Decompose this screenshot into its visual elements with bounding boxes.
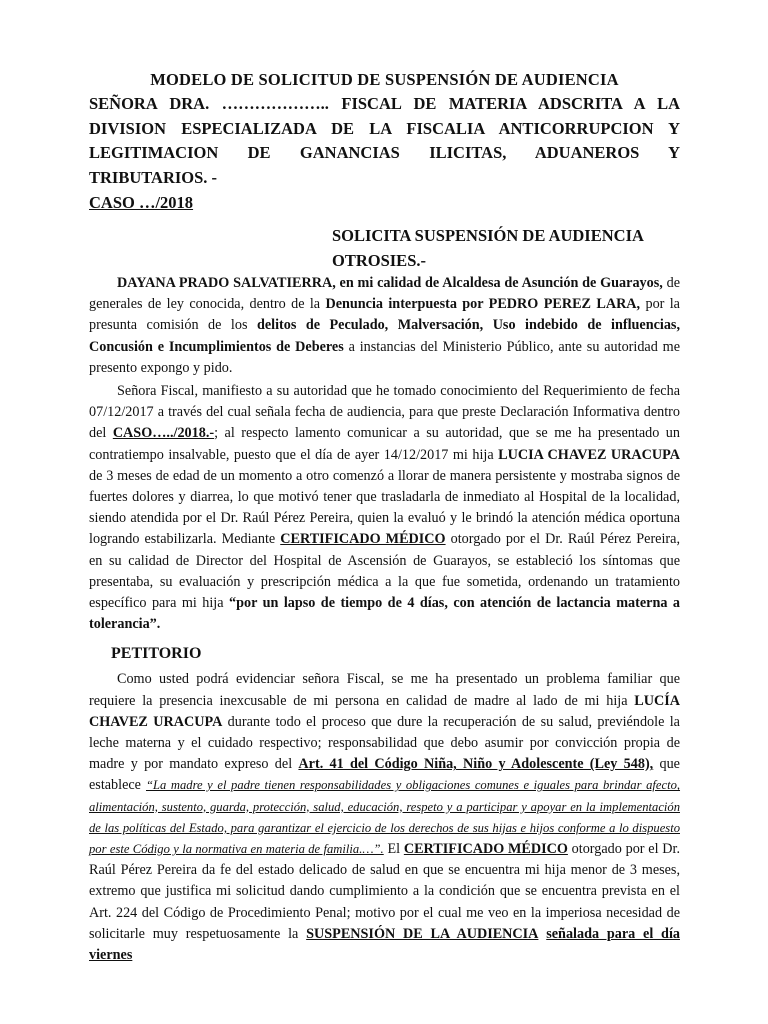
medical-certificate: CERTIFICADO MÉDICO <box>403 841 568 858</box>
daughter-name: LUCIA CHAVEZ URACUPA <box>498 446 681 463</box>
text-run: Señora Fiscal, manifiesto a su autoridad que he tomado conocimiento del Requerimiento de fecha 07/12/2017 a través del cual señala fecha de audiencia, para que preste Declaración Informativa dentro del <box>89 383 680 442</box>
text-run: otorgado por el Dr. Raúl Pérez Pereira da fe del estado delicado de salud en que se encuentra mi hija menor de 3 meses, extremo que justifica mi solicitud dando cumplimiento a la condición que se encuentra prevista en el Art. 224 del Código de Procedimiento Penal; motivo por el cual me veo en la imperiosa necesidad de solicitarle muy respetuosamente la <box>89 841 681 942</box>
hearing-date-phrase: señalada para el día viernes <box>89 925 680 964</box>
text-run: ; al respecto lamento comunicar a su autoridad, que se me ha presentado un contratiempo insalvable, puesto que el día de ayer 14/12/2017 mi hija <box>89 425 680 463</box>
text-run: durante todo el proceso que dure la recuperación de su salud, previéndole la leche materna y el cuidado respectivo; responsabilidad que debo asumir por convicción propia de madre y por mandato expreso del <box>89 713 680 773</box>
addressee-line-2: DIVISION ESPECIALIZADA DE LA FISCALIA ANTICORRUPCION Y <box>89 118 680 138</box>
text-run: por la presunta comisión de los <box>89 296 680 334</box>
paragraph-petition <box>89 669 680 966</box>
law-quote: “La madre y el padre tienen responsabilidades y obligaciones comunes e iguales para brindar afecto, alimentación, sustento, guarda, protección, salud, educación, respeto y a participar y apoyar en la implementación de las políticas del Estado, para garantizar el ejercicio de los derechos de sus hijas e hijos conforme a lo dispuesto por este Código y la normativa en materia de familia.…”. <box>89 778 681 857</box>
sumilla-line-1: SOLICITA SUSPENSIÓN DE AUDIENCIA <box>332 226 644 245</box>
text-run: Como usted podrá evidenciar señora Fiscal, se me ha presentado un problema familiar que requiere la presencia inexcusable de mi persona en calidad de madre al lado de mi hija <box>89 671 680 709</box>
text-run: de generales de ley conocida, dentro de la <box>89 275 680 313</box>
text-run: que establece <box>89 756 680 794</box>
case-reference: CASO…../2018.- <box>112 425 215 442</box>
addressee-line-3: LEGITIMACION DE GANANCIAS ILICITAS, ADUANEROS Y <box>89 143 680 162</box>
addressee-line-1: SEÑORA DRA. ……………….. FISCAL DE MATERIA ADSCRITA A LA <box>89 94 680 113</box>
suspension-request: SUSPENSIÓN DE LA AUDIENCIA <box>306 925 539 942</box>
addressee-line-4: TRIBUTARIOS. - <box>89 167 218 187</box>
sumilla-line-2: OTROSIES.- <box>332 250 426 270</box>
delitos-list: delitos de Peculado, Malversación, Uso indebido de influencias, Concusión e Incumplimientos de Deberes <box>89 317 680 355</box>
law-article-reference: Art. 41 del Código Niña, Niño y Adolescente (Ley 548), <box>298 756 654 773</box>
text-run: El <box>383 841 404 858</box>
text-run: a instancias del Ministerio Público, ante su autoridad me presento expongo y pido. <box>89 338 680 376</box>
paragraph-facts <box>89 381 680 635</box>
petitorio-heading: PETITORIO <box>111 645 202 663</box>
denuncia-reference: Denuncia interpuesta por PEDRO PEREZ LARA, <box>325 296 641 313</box>
paragraph-introduction <box>89 273 680 379</box>
document-title: MODELO DE SOLICITUD DE SUSPENSIÓN DE AUDIENCIA <box>150 70 619 89</box>
medical-certificate: CERTIFICADO MÉDICO <box>280 531 446 548</box>
document-page <box>89 68 680 966</box>
text-run: de 3 meses de edad de un momento a otro comenzó a llorar de manera persistente y mostraba signos de fuertes dolores y diarrea, lo que motivó tener que trasladarla de inmediato al Hospital de la localidad, siendo atendida por el Dr. Raúl Pérez Pereira, quien la evaluó y le brindó la atención médica oportuna logrando estabilizarla. Mediante <box>89 467 680 548</box>
treatment-quote: “por un lapso de tiempo de 4 días, con atención de lactancia materna a tolerancia”. <box>89 595 680 633</box>
text-run: otorgado por el Dr. Raúl Pérez Pereira, en su calidad de Director del Hospital de Ascensión de Guarayos, se estableció los síntomas que presentaba, su evaluación y prescripción médica a la que fue sometida, ordenando un tratamiento específico para mi hija <box>89 531 680 612</box>
case-number: CASO …/2018 <box>89 193 194 212</box>
petitioner-name: DAYANA PRADO SALVATIERRA, en mi calidad de Alcaldesa de Asunción de Guarayos, <box>117 275 663 291</box>
daughter-name: LUCÍA CHAVEZ URACUPA <box>89 692 680 730</box>
sumilla <box>332 224 680 273</box>
